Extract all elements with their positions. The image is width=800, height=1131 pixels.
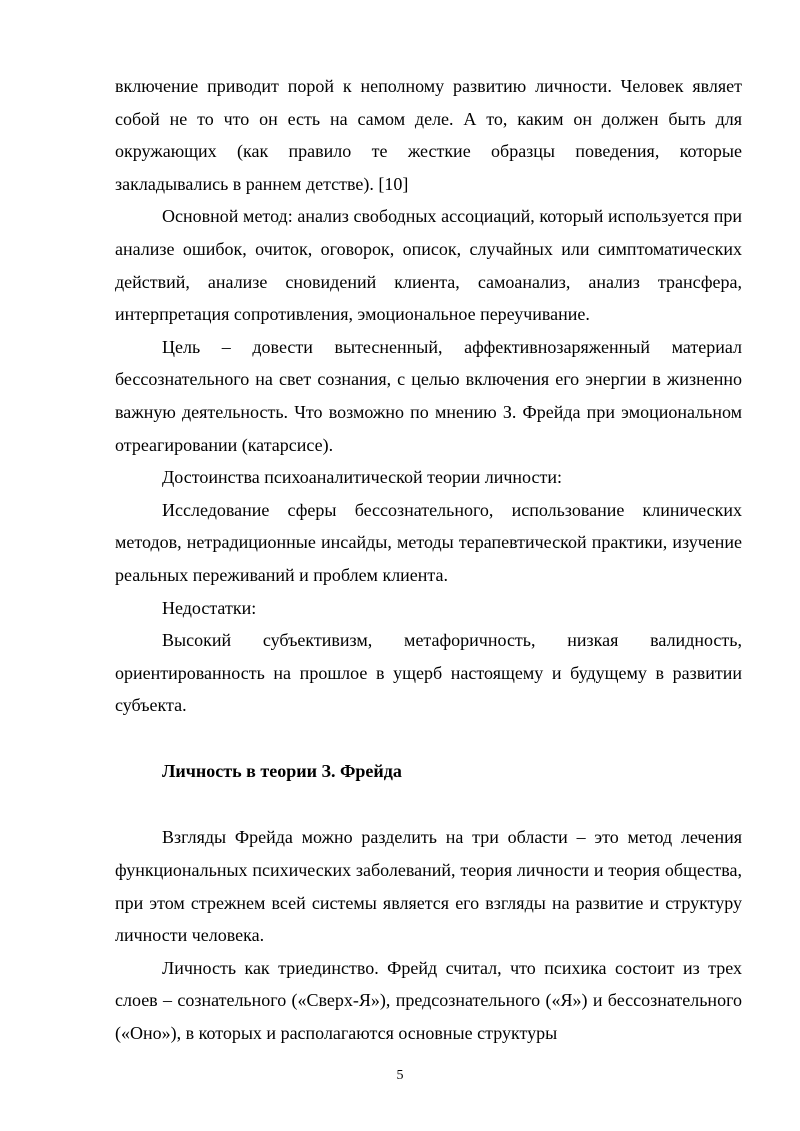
paragraph-continuation: включение приводит порой к неполному развитию личности. Человек являет собой не то что он есть на самом деле. А то, каким он должен быть для окружающих (как правило те жесткие образцы поведения, которые закладывались в раннем детстве). [10] [115,76,742,194]
paragraph-freud-views: Взгляды Фрейда можно разделить на три области – это метод лечения функциональных психических заболеваний, теория личности и теория общества, при этом стрежнем всей системы является его взгляды на развитие и структуру личности человека. [115,827,742,946]
paragraph-goal: Цель – довести вытесненный, аффективнозаряженный материал бессознательного на свет сознания, с целью включения его энергии в жизненно важную деятельность. Что возможно по мнению З. Фрейда при эмоциональном отреагировании (катарсисе). [115,336,742,455]
paragraph-advantages-title: Достоинства психоаналитической теории личности: [162,467,562,488]
text-body [115,70,742,1050]
paragraph-advantages: Исследование сферы бессознательного, использование клинических методов, нетрадиционные инсайды, методы терапевтической практики, изучение реальных переживаний и проблем клиента. [115,499,742,585]
paragraph-personality-trinity: Личность как триединство. Фрейд считал, что психика состоит из трех слоев – сознательного («Сверх-Я»), предсознательного («Я») и бессознательного («Оно»), в которых и располагаются основные структуры [115,957,742,1044]
page-number: 5 [396,1068,404,1083]
paragraph-disadvantages-title: Недостатки: [162,597,257,618]
spacer [115,787,742,821]
paragraph-disadvantages: Высокий субъективизм, метафоричность, низкая валидность, ориентированность на прошлое в ущерб настоящему и будущему в развитии субъекта. [115,630,742,716]
section-heading: Личность в теории З. Фрейда [162,760,402,781]
spacer [115,722,742,755]
paragraph-main-method: Основной метод: анализ свободных ассоциаций, который используется при анализе ошибок, очиток, оговорок, описок, случайных или симптоматических действий, анализе сновидений клиента, самоанализ, анализ трансфера, интерпретация сопротивления, эмоциональное переучивание. [115,206,742,325]
